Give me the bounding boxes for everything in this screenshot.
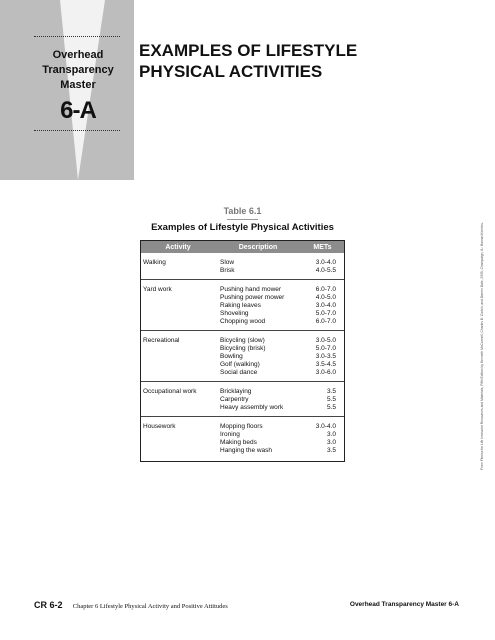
mets-value: 3.0-3.5 bbox=[315, 353, 336, 360]
table-number-rule bbox=[227, 219, 258, 220]
description-item: Social dance bbox=[220, 369, 258, 376]
mets-value: 3.5 bbox=[326, 388, 336, 395]
copyright-credit-text: From Fitness for Life Instructor Resources and Materials, Fifth Edition by Kenneth McConnell, Charles B. Corbin, and Darren Dale, 2005, Champaign, IL: Human Kinetics. bbox=[480, 222, 484, 470]
activity-cell: Yard work bbox=[143, 286, 172, 293]
column-header-activity: Activity bbox=[165, 243, 191, 251]
description-item: Mopping floors bbox=[220, 423, 263, 430]
table-row-group bbox=[141, 382, 344, 417]
activity-cell: Recreational bbox=[143, 337, 180, 344]
footer-left bbox=[34, 600, 228, 610]
description-item: Pushing power mower bbox=[220, 294, 285, 301]
description-item: Bicycling (brisk) bbox=[220, 345, 266, 352]
description-cell bbox=[215, 286, 301, 326]
mets-value: 3.5-4.5 bbox=[315, 361, 336, 368]
description-cell bbox=[215, 337, 301, 377]
description-item: Chopping wood bbox=[220, 318, 266, 325]
mets-value: 3.0-6.0 bbox=[315, 369, 336, 376]
table-row-group bbox=[141, 253, 344, 280]
page-number: CR 6-2 bbox=[34, 600, 63, 610]
mets-value: 4.0-5.5 bbox=[315, 267, 336, 274]
activities-table bbox=[140, 240, 345, 462]
mets-value: 6.0-7.0 bbox=[315, 318, 336, 325]
description-item: Pushing hand mower bbox=[220, 286, 282, 293]
sidebar-code: 6-A bbox=[60, 97, 96, 124]
description-cell bbox=[215, 388, 301, 412]
description-item: Shoveling bbox=[220, 310, 249, 317]
description-item: Carpentry bbox=[220, 396, 249, 403]
description-item: Slow bbox=[220, 259, 235, 266]
sidebar-title-line: Overhead bbox=[52, 49, 104, 61]
description-item: Heavy assembly work bbox=[220, 404, 284, 411]
table-row-group bbox=[141, 417, 344, 459]
sidebar-divider-top bbox=[34, 36, 120, 37]
copyright-credit bbox=[476, 200, 488, 500]
mets-value: 3.0-4.0 bbox=[315, 259, 336, 266]
mets-cell bbox=[301, 388, 344, 412]
activity-cell: Housework bbox=[143, 423, 176, 430]
description-item: Ironing bbox=[220, 431, 240, 438]
mets-cell bbox=[301, 286, 344, 326]
table-number: Table 6.1 bbox=[223, 206, 262, 216]
mets-value: 3.5 bbox=[326, 447, 336, 454]
description-item: Bowling bbox=[220, 353, 243, 360]
mets-value: 3.0 bbox=[326, 431, 336, 438]
description-item: Bicycling (slow) bbox=[220, 337, 265, 344]
sidebar-title-line: Master bbox=[60, 79, 96, 91]
mets-value: 5.0-7.0 bbox=[315, 345, 336, 352]
mets-value: 5.5 bbox=[326, 404, 336, 411]
mets-cell bbox=[301, 259, 344, 275]
mets-value: 5.0-7.0 bbox=[315, 310, 336, 317]
sidebar-title-line: Transparency bbox=[42, 64, 114, 76]
mets-value: 3.0-5.0 bbox=[315, 337, 336, 344]
page-title-line: EXAMPLES OF LIFESTYLE bbox=[139, 41, 358, 60]
sidebar-title bbox=[30, 48, 126, 93]
activity-cell: Occupational work bbox=[143, 388, 197, 395]
column-header-description: Description bbox=[238, 243, 278, 251]
table-caption: Examples of Lifestyle Physical Activities bbox=[151, 222, 334, 233]
mets-value: 3.0-4.0 bbox=[315, 302, 336, 309]
sidebar-divider-bottom bbox=[34, 130, 120, 131]
description-item: Bricklaying bbox=[220, 388, 252, 395]
activity-cell: Walking bbox=[143, 259, 166, 266]
description-item: Brisk bbox=[220, 267, 235, 274]
column-header-mets: METs bbox=[313, 243, 332, 251]
description-cell bbox=[215, 259, 301, 275]
mets-value: 5.5 bbox=[326, 396, 336, 403]
table-header bbox=[141, 241, 344, 253]
mets-value: 3.0 bbox=[326, 439, 336, 446]
mets-value: 6.0-7.0 bbox=[315, 286, 336, 293]
description-item: Hanging the wash bbox=[220, 447, 273, 454]
chapter-title: Chapter 6 Lifestyle Physical Activity and Positive Attitudes bbox=[72, 603, 228, 610]
table-row-group bbox=[141, 331, 344, 382]
page-title bbox=[139, 40, 419, 82]
description-cell bbox=[215, 423, 301, 455]
footer-right: Overhead Transparency Master 6-A bbox=[349, 601, 459, 608]
description-item: Making beds bbox=[220, 439, 257, 446]
mets-cell bbox=[301, 423, 344, 455]
description-item: Raking leaves bbox=[220, 302, 261, 309]
description-item: Golf (walking) bbox=[220, 361, 260, 368]
mets-cell bbox=[301, 337, 344, 377]
mets-value: 3.0-4.0 bbox=[315, 423, 336, 430]
page-title-line: PHYSICAL ACTIVITIES bbox=[139, 62, 323, 81]
table-row-group bbox=[141, 280, 344, 331]
mets-value: 4.0-5.0 bbox=[315, 294, 336, 301]
